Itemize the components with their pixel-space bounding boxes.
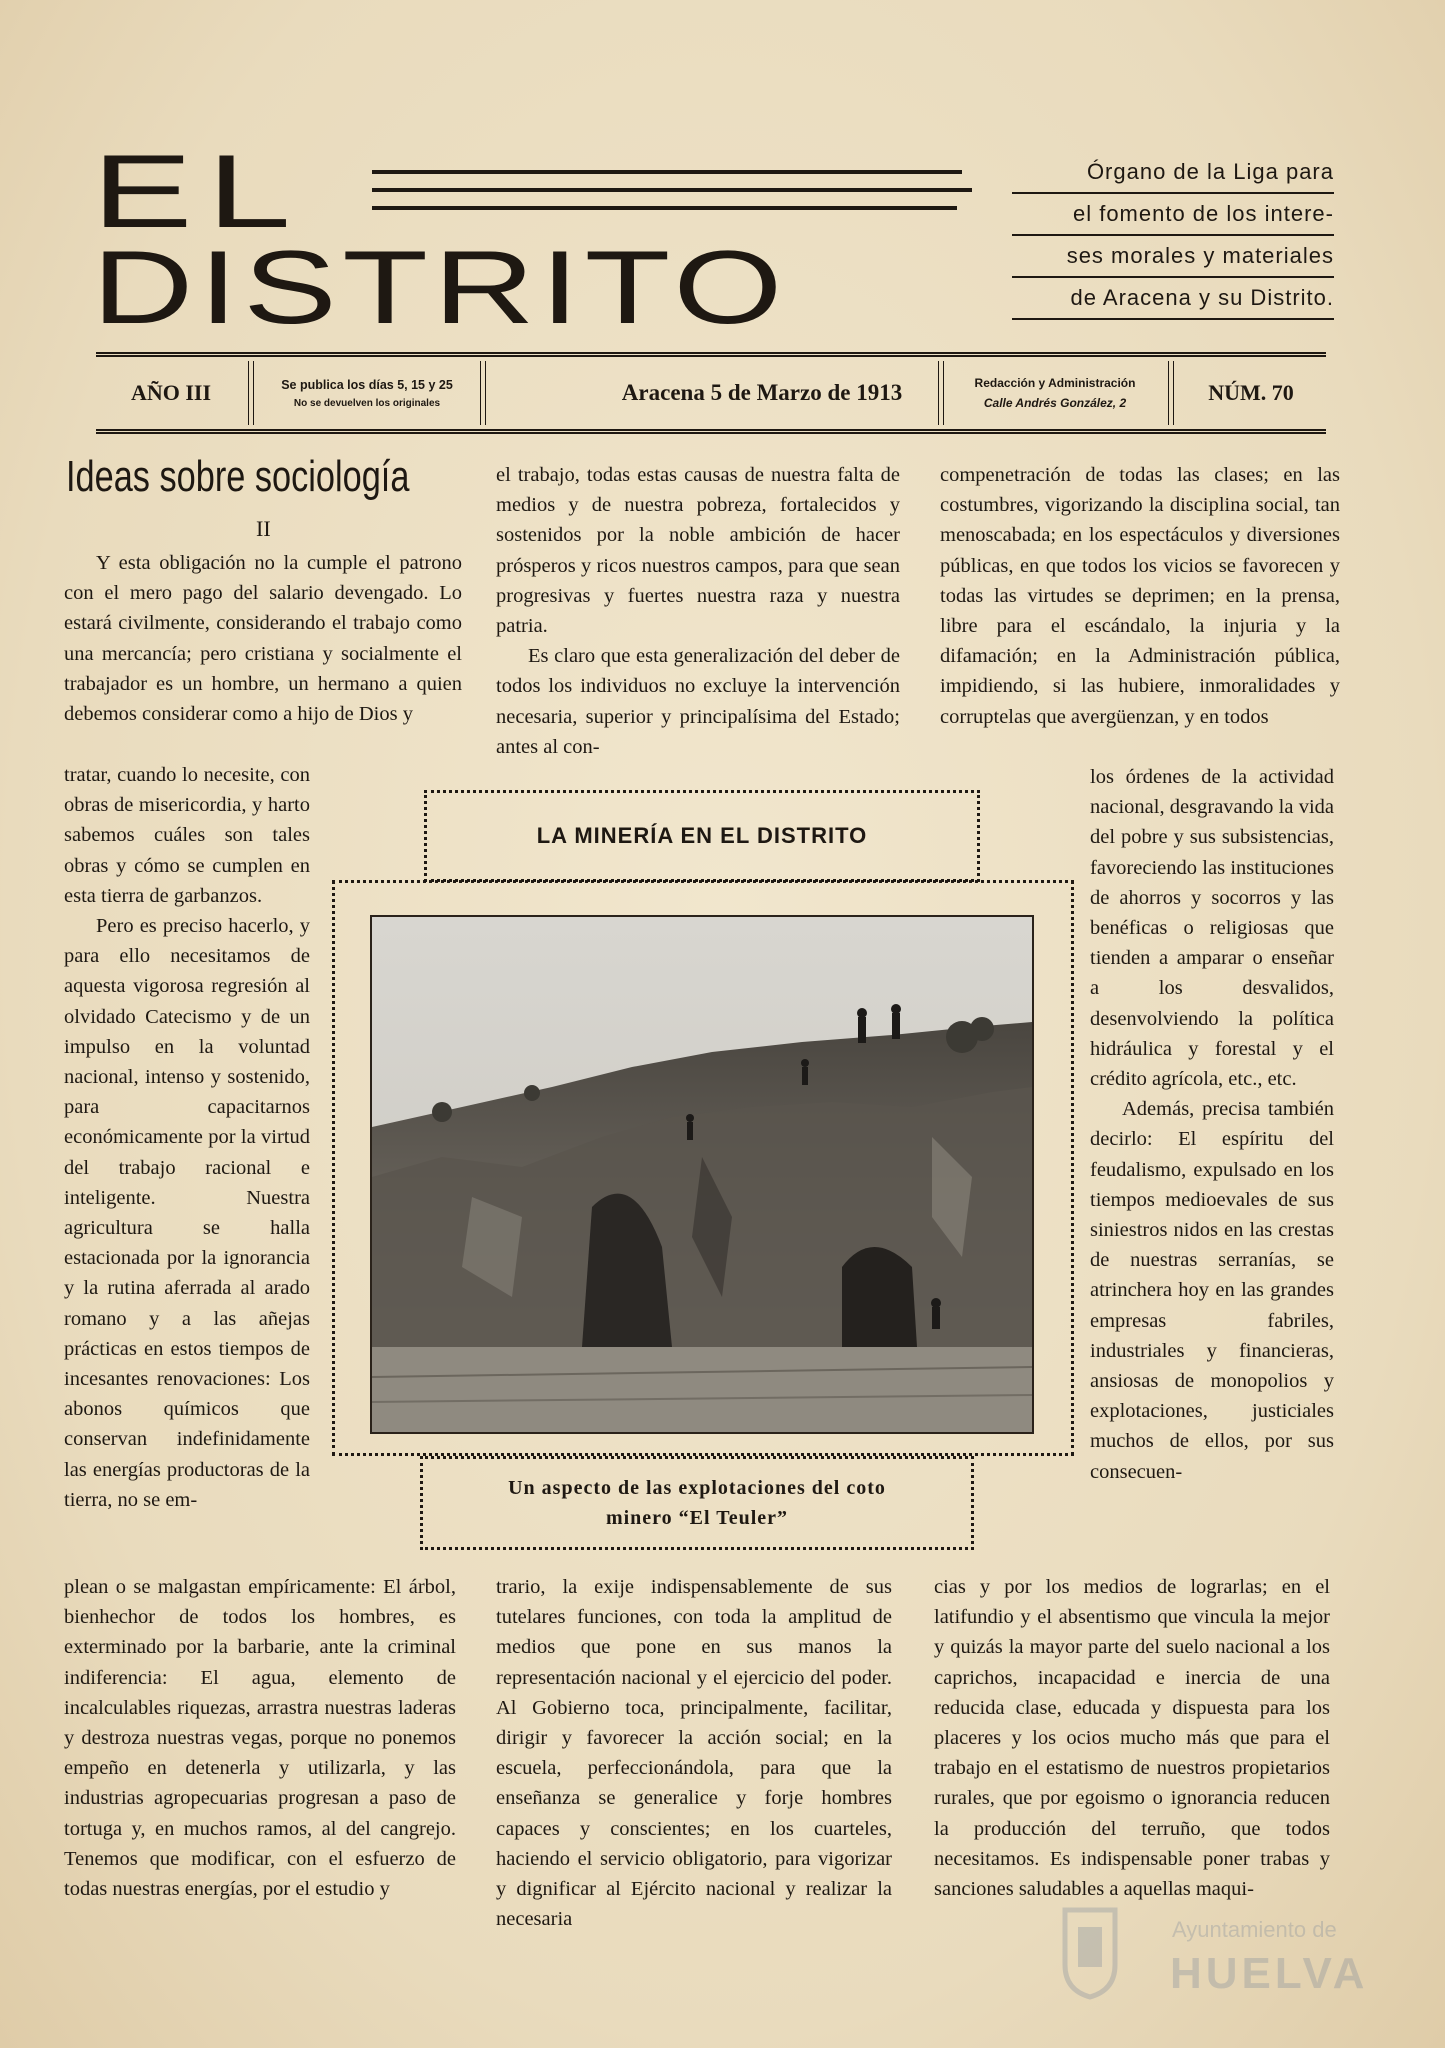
masthead-rule [372, 206, 957, 210]
originals-text: No se devuelven los originales [293, 397, 441, 409]
paragraph: Es claro que esta generalización del deber de todos los individuos no excluye la intervención necesaria, superior y principalísima del Estado; antes al con- [496, 645, 900, 758]
paragraph: Además, precisa también decirlo: El espíritu del feudalismo, expulsado en los tiempos medioevales de sus siniestros nidos en las crestas de nuestras serranías, se atrinchera hoy en las grandes empresas fabriles, industriales y financieras, ansiosas de monopolios y explotaciones, justiciales muchos de ellos, por sus consecuen- [1090, 1098, 1334, 1483]
paragraph: el trabajo, todas estas causas de nuestra falta de medios y de nuestra pobreza, fortalecidos y sostenidos por la noble ambición de hacer prósperos y ricos nuestros campos, para que sean progresivas y fuertes nuestra raza y nuestra patria. [496, 464, 900, 638]
column-3-bottom [934, 1572, 1330, 1904]
watermark-line-2: HUELVA [1170, 1949, 1369, 1998]
paragraph: tratar, cuando lo necesite, con obras de misericordia, y harto sabemos cuáles son tales obras y cómo se cumplen en esta tierra de garbanzos. [64, 764, 310, 907]
masthead-rule [372, 170, 962, 174]
paragraph: los órdenes de la actividad nacional, desgravando la vida del pobre y sus subsistencias, favoreciendo las instituciones de ahorros y socorros y las benéficas o religiosas que tienden a amparar o enseñar a los desvalidos, desenvolviendo la política hidráulica y forestal y el crédito agrícola, etc., etc. [1090, 766, 1334, 1091]
column-1-narrow [64, 760, 310, 1515]
tagline-line: ses morales y materiales [1012, 236, 1334, 278]
column-3-narrow [1090, 762, 1334, 1487]
feature-heading: LA MINERÍA EN EL DISTRITO [536, 823, 868, 848]
tagline-line: de Aracena y su Distrito. [1012, 278, 1334, 320]
masthead-title-distrito: DISTRITO [92, 230, 788, 346]
article-part-number: II [256, 516, 271, 541]
caption-line: Un aspecto de las explotaciones del coto [508, 1477, 886, 1499]
admin-cell [944, 357, 1166, 429]
info-bar [96, 352, 1326, 434]
masthead-rule [372, 188, 972, 192]
article-title: Ideas sobre sociología [66, 452, 410, 501]
quarry-illustration [372, 917, 1032, 1432]
paragraph: cias y por los medios de lograrlas; en el latifundio y el absentismo que vincula la mejor y quizás la mayor parte del suelo nacional a los caprichos, incapacidad e inercia de una reducida clase, educada y dispuesta para los placeres y los ocios mucho más que para el trabajo en el estatismo de nuestros propietarios rurales, que por egoismo o ignorancia reducen la producción del terruño, que todos necesitamos. Es indispensable poner trabas y sanciones saludables a aquellas maqui- [934, 1576, 1330, 1901]
admin-address: Calle Andrés González, 2 [983, 396, 1127, 410]
masthead-tagline [1012, 152, 1334, 320]
paragraph: plean o se malgastan empíricamente: El árbol, bienhechor de todos los hombres, es exterminado por la barbarie, ante la criminal indiferencia: El agua, elemento de incalculables riquezas, arrastra nuestras laderas y destroza nuestras vegas, porque no ponemos empeño en detenerla y utilizarla, y las industrias agropecuarias progresan a paso de tortuga y, en muchos ramos, al del cangrejo. Tenemos que modificar, con el esfuerzo de todas nuestras energías, por el estudio y [64, 1576, 456, 1901]
column-2-top [496, 460, 900, 762]
admin-label: Redacción y Administración [974, 376, 1136, 390]
mining-photo [370, 915, 1034, 1434]
schedule-text: Se publica los días 5, 15 y 25 [281, 377, 453, 392]
info-separator [248, 361, 254, 425]
paragraph: compenetración de todas las clases; en las costumbres, vigorizando la disciplina social, tan menoscabada; en los espectáculos y diversiones públicas, en que todos los vicios se favorecen y todas las virtudes se deprimen; en la prensa, libre para el escándalo, la injuria y la difamación; en la Administración pública, impidiendo, si las hubiere, inmoralidades y corruptelas que avergüenzan, y en todos [940, 464, 1340, 728]
column-1-bottom [64, 1572, 456, 1904]
caption-line: minero “El Teuler” [605, 1507, 789, 1529]
feature-caption [423, 1459, 971, 1547]
tagline-line: Órgano de la Liga para [1012, 152, 1334, 194]
paragraph: trario, la exije indispensablemente de sus tutelares funciones, con toda la amplitud de medios que pone en sus manos la representación nacional y el ejercicio del poder. Al Gobierno toca, principalmente, facilitar, dirigir y favorecer la acción social; en la escuela, perfeccionándola, para que la enseñanza se generalice y forje hombres capaces y conscientes; en los cuarteles, haciendo el servicio obligatorio, para vigorizar y dignificar al Ejército nacional y realizar la necesaria [496, 1576, 892, 1931]
shield-icon [1060, 1905, 1120, 2001]
paragraph: Y esta obligación no la cumple el patrono con el mero pago del salario devengado. Lo estará civilmente, considerando el trabajo como una mercancía; pero cristiana y socialmente el trabajador es un hombre, un hermano a quien debemos considerar como a hijo de Dios y [64, 552, 462, 726]
issue-number: NÚM. 70 [1208, 380, 1294, 405]
column-1-top [64, 548, 462, 729]
masthead [92, 134, 992, 346]
column-2-bottom [496, 1572, 892, 1934]
feature-heading-box [424, 790, 980, 882]
watermark-line-1: Ayuntamiento de [1172, 1917, 1337, 1942]
year-label: AÑO III [130, 380, 212, 405]
tagline-line: el fomento de los intere- [1012, 194, 1334, 236]
info-separator [480, 361, 486, 425]
archive-watermark [1060, 1905, 1390, 2015]
schedule-cell [256, 357, 478, 429]
feature-caption-box [420, 1456, 974, 1550]
column-3-top [940, 460, 1340, 732]
issue-date: Aracena 5 de Marzo de 1913 [621, 380, 903, 405]
paragraph: Pero es preciso hacerlo, y para ello necesitamos de aquesta vigorosa regresión al olvidado Catecismo y de un impulso en la voluntad nacional, intenso y sostenido, para capacitarnos económicamente por la virtud del trabajo racional e inteligente. Nuestra agricultura se halla estacionada por la ignorancia y la rutina aferrada al arado romano y a las añejas prácticas en estos tiempos de incesantes renovaciones: Los abonos químicos que conservan indefinidamente las energías productoras de la tierra, no se em- [64, 915, 310, 1511]
info-separator [1168, 361, 1174, 425]
masthead-title-el: EL [92, 134, 306, 250]
